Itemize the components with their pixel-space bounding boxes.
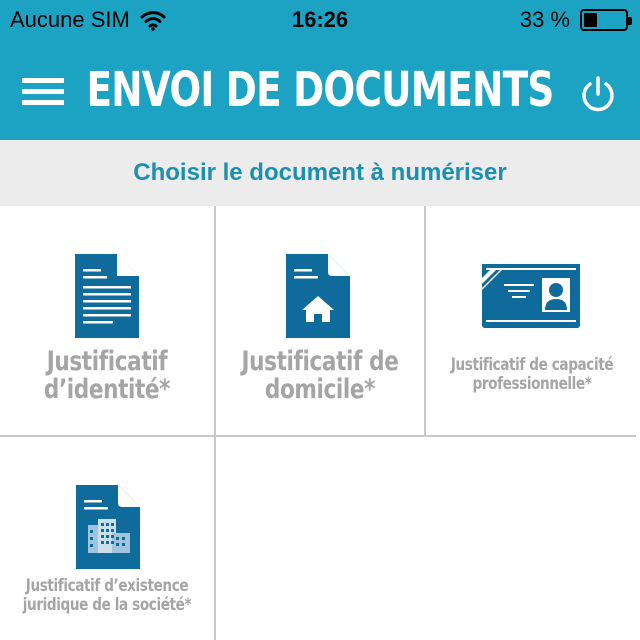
- menu-button[interactable]: [22, 78, 64, 106]
- document-label: Justificatif d’existence: [25, 576, 189, 596]
- carrier-label: Aucune SIM: [10, 7, 130, 32]
- document-label: d’identité*: [43, 374, 171, 405]
- logout-button[interactable]: [578, 74, 618, 114]
- page-title: ENVOI DE DOCUMENTS: [86, 62, 554, 118]
- document-label: domicile*: [264, 374, 376, 405]
- battery-percent: 33 %: [519, 7, 570, 32]
- document-label: professionnelle*: [472, 374, 592, 394]
- status-bar: [0, 0, 640, 40]
- power-icon: [578, 74, 618, 114]
- document-house-icon: [286, 254, 350, 338]
- nav-bar: [0, 40, 640, 140]
- document-option-identity[interactable]: [0, 206, 214, 435]
- id-card-icon: [482, 264, 580, 328]
- document-buildings-icon: [76, 485, 140, 569]
- status-right: [520, 7, 628, 33]
- document-option-domicile[interactable]: [216, 206, 424, 435]
- document-label: Justificatif de capacité: [450, 355, 614, 375]
- document-grid: [0, 206, 640, 640]
- grid-divider: [214, 436, 216, 640]
- document-label: juridique de la société*: [22, 595, 192, 615]
- status-time: 16:26: [291, 7, 349, 32]
- battery-fill: [584, 13, 597, 27]
- battery-tip: [628, 17, 632, 25]
- document-label: Justificatif: [46, 346, 168, 377]
- instruction-banner: Choisir le document à numériser: [0, 140, 640, 206]
- document-option-professional-capacity[interactable]: [426, 206, 638, 435]
- document-label: Justificatif de: [241, 346, 399, 377]
- document-option-legal-existence[interactable]: [0, 437, 214, 640]
- battery-icon: [580, 9, 628, 31]
- document-text-icon: [75, 254, 139, 338]
